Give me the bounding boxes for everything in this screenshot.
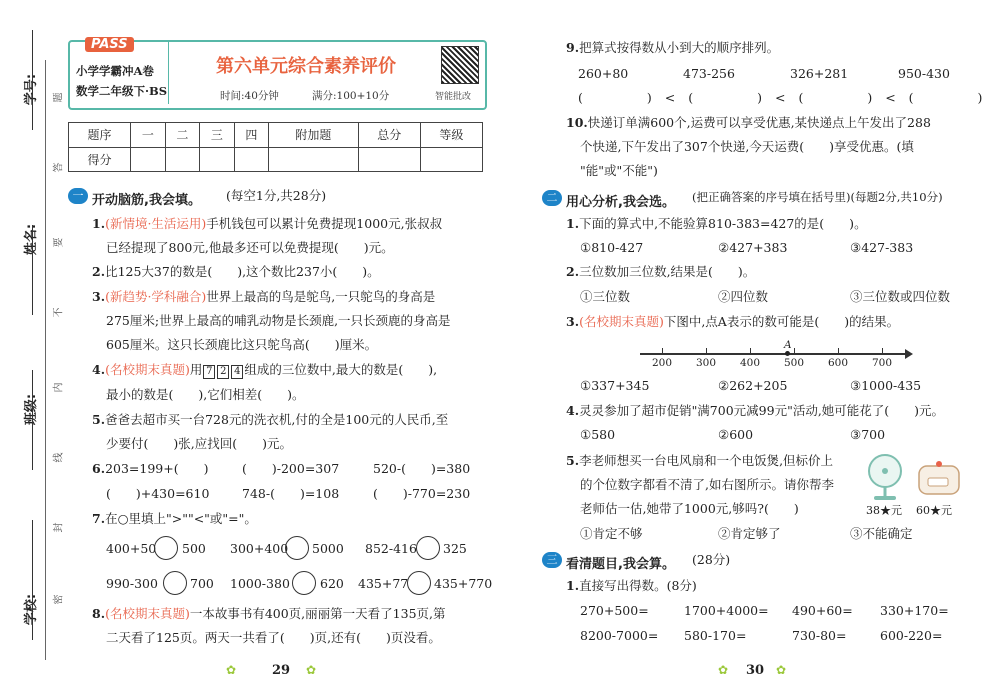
option[interactable]: ①肯定不够 [580, 526, 643, 541]
question-text: 老师估一估,她带了1000元,够吗?( ) [580, 501, 799, 516]
question-text: 把算式按得数从小到大的顺序排列。 [579, 40, 780, 55]
tick-label: 200 [652, 357, 673, 369]
option[interactable]: ①580 [580, 427, 616, 442]
compare-left: 990-300 [106, 576, 158, 591]
option[interactable]: ①三位数 [580, 289, 631, 304]
question-4 [92, 364, 437, 379]
rice-cooker-icon [916, 458, 962, 498]
seal-char: 封 [53, 522, 65, 533]
tick-label: 300 [696, 357, 717, 369]
equation: ( )-200=307 [242, 461, 340, 476]
compare-right: 620 [320, 576, 344, 591]
expression: 326+281 [790, 66, 849, 81]
leaf-icon: ✿ [718, 663, 729, 677]
score-cell[interactable] [200, 147, 235, 172]
question-text: 二天看了125页。两天一共看了( )页,还有( )页没看。 [106, 630, 441, 645]
seal-char: 不 [53, 307, 65, 318]
question-text: 275厘米;世界上最高的哺乳动物是长颈鹿,一只长颈鹿的身高是 [106, 313, 451, 328]
table-header-cell: 题序 [69, 123, 131, 148]
leaf-icon: ✿ [226, 663, 237, 677]
question-text: 世界上最高的鸟是鸵鸟,一只鸵鸟的身高是 [206, 289, 436, 304]
calc-item[interactable]: 270+500= [580, 603, 649, 618]
question-tag: (名校期末真题) [579, 314, 664, 329]
question-3 [92, 291, 435, 304]
question-tag: (新情境·生活运用) [105, 216, 207, 231]
number-line-tick [750, 348, 751, 355]
tick-label: 500 [784, 357, 805, 369]
question-6 [92, 463, 208, 476]
option[interactable]: ③不能确定 [850, 526, 913, 541]
series-name: 小学学霸冲A卷 [76, 64, 154, 78]
compare-right: 435+770 [434, 576, 493, 591]
question-8 [92, 608, 446, 621]
compare-circle[interactable] [154, 536, 178, 560]
number-line-tick [706, 348, 707, 355]
choice-question-2 [566, 266, 755, 279]
number-line-tick [882, 348, 883, 355]
id-underline [32, 30, 33, 130]
question-number: 2. [566, 264, 580, 279]
leaf-icon: ✿ [306, 663, 317, 677]
name-label: 姓名: [24, 223, 40, 256]
question-number: 8. [92, 606, 106, 621]
table-header-cell: 总分 [358, 123, 420, 148]
digit-card: 2 [217, 365, 229, 379]
question-text: 直接写出得数。(8分) [579, 578, 697, 593]
question-number: 10. [566, 115, 588, 130]
compare-left: 1000-380 [230, 576, 290, 591]
calc-item[interactable]: 600-220= [880, 628, 943, 643]
question-text: 李老师想买一台电风扇和一个电饭煲,但标价上 [579, 453, 834, 468]
compare-right: 500 [182, 541, 206, 556]
class-underline [32, 370, 33, 470]
full-score: 满分:100+10分 [312, 90, 390, 102]
question-text: 灵灵参加了超市促销"满700元减99元"活动,她可能花了( )元。 [579, 403, 945, 418]
question-text: 一本故事书有400页,丽丽第一天看了135页,第 [189, 606, 446, 621]
question-number: 4. [92, 362, 106, 377]
class-label: 班级: [24, 393, 40, 426]
choice-question-4 [566, 405, 944, 418]
question-text: 手机钱包可以累计免费提现1000元,张叔叔 [206, 216, 443, 231]
calc-item[interactable]: 8200-7000= [580, 628, 659, 643]
question-7 [92, 513, 257, 526]
question-text: 的个位数字都看不清了,如右图所示。请你帮李 [580, 477, 834, 492]
question-9 [566, 42, 779, 55]
question-text: 个快递,下午发出了307个快递,今天运费( )享受优惠。(填 [580, 139, 914, 154]
compare-left: 300+400 [230, 541, 289, 556]
question-text: 三位数加三位数,结果是( )。 [579, 264, 756, 279]
table-header-cell: 等级 [420, 123, 482, 148]
choice-question-1 [566, 218, 867, 231]
equation: 748-( )=108 [242, 486, 340, 501]
section-number: 二 [542, 190, 562, 206]
compare-right: 700 [190, 576, 214, 591]
digit-card: 4 [231, 365, 243, 379]
tick-label: 600 [828, 357, 849, 369]
qr-caption: 智能批改 [435, 92, 472, 102]
compare-circle[interactable] [163, 571, 187, 595]
question-text: 快递订单满600个,运费可以享受优惠,某快递点上午发出了288 [587, 115, 931, 130]
equation: 520-( )=380 [373, 461, 471, 476]
seal-char: 线 [53, 452, 65, 463]
option[interactable]: ②四位数 [718, 289, 769, 304]
leaf-icon: ✿ [776, 663, 787, 677]
electric-fan-icon [862, 452, 908, 502]
digit-card: 7 [203, 365, 215, 379]
seal-char: 内 [53, 382, 65, 393]
cooker-price: 60★元 [916, 504, 952, 517]
section-number: 一 [68, 188, 88, 204]
qr-code[interactable] [441, 46, 479, 84]
binding-line [45, 60, 46, 660]
number-line-tick [838, 348, 839, 355]
id-label: 学号: [24, 73, 40, 106]
table-header-cell: 附加题 [269, 123, 359, 148]
name-underline [32, 225, 33, 315]
page-title: 第六单元综合素养评价 [216, 56, 396, 77]
question-text: 组成的三位数中,最大的数是( ), [244, 362, 438, 377]
option[interactable]: ①810-427 [580, 240, 644, 255]
seal-char: 密 [53, 594, 65, 605]
brand-logo: PASS [85, 37, 134, 52]
question-text: 少要付( )张,应找回( )元。 [106, 436, 292, 451]
question-number: 5. [92, 412, 106, 427]
option[interactable]: ②262+205 [718, 378, 788, 393]
calc-item[interactable]: 1700+4000= [684, 603, 769, 618]
calc-item[interactable]: 580-170= [684, 628, 747, 643]
number-line-tick [662, 348, 663, 355]
table-header-cell: 一 [131, 123, 166, 148]
table-row-label: 得分 [69, 147, 131, 172]
compare-left: 400+50 [106, 541, 157, 556]
score-cell[interactable] [358, 147, 420, 172]
choice-question-5 [566, 455, 833, 468]
equation: ( )+430=610 [106, 486, 210, 501]
compare-circle[interactable] [416, 536, 440, 560]
calc-item[interactable]: 730-80= [792, 628, 847, 643]
option[interactable]: ②427+383 [718, 240, 788, 255]
question-number: 2. [92, 264, 106, 279]
question-text: 下图中,点A表示的数可能是( )的结果。 [663, 314, 900, 329]
compare-right: 325 [443, 541, 467, 556]
option[interactable]: ③三位数或四位数 [850, 289, 951, 304]
expression: 260+80 [578, 66, 629, 81]
subject-name: 数学二年级下·BS [76, 84, 168, 98]
score-cell[interactable] [420, 147, 482, 172]
calc-item[interactable]: 490+60= [792, 603, 853, 618]
question-2 [92, 266, 380, 279]
section-note: (把正确答案的序号填在括号里)(每题2分,共10分) [692, 190, 943, 204]
point-a-dot [785, 351, 790, 356]
option[interactable]: ②600 [718, 427, 754, 442]
option[interactable]: ②肯定够了 [718, 526, 781, 541]
question-number: 1. [566, 216, 580, 231]
school-underline [32, 520, 33, 640]
point-a-label: A [784, 339, 792, 351]
option[interactable]: ③700 [850, 427, 886, 442]
question-text: 用 [189, 362, 203, 377]
question-number: 6. [92, 461, 106, 476]
calc-question-1 [566, 580, 697, 593]
option[interactable]: ③1000-435 [850, 378, 922, 393]
section-note: (每空1分,共28分) [226, 188, 327, 203]
number-line-arrow [905, 349, 913, 359]
question-text: 爸爸去超市买一台728元的洗衣机,付的全是100元的人民币,至 [105, 412, 449, 427]
score-cell[interactable] [234, 147, 269, 172]
section-title: 用心分析,我会选。 [566, 195, 675, 210]
number-line [640, 353, 910, 355]
compare-circle[interactable] [407, 571, 431, 595]
binding-strip [0, 0, 70, 696]
question-text: 已经提现了800元,他最多还可以免费提现( )元。 [106, 240, 394, 255]
question-tag: (新趋势·学科融合) [105, 289, 207, 304]
equation: ( )-770=230 [373, 486, 471, 501]
question-1 [92, 218, 442, 231]
question-number: 3. [566, 314, 580, 329]
calc-item[interactable]: 330+170= [880, 603, 949, 618]
section-note: (28分) [692, 552, 731, 567]
question-number: 7. [92, 511, 106, 526]
compare-circle[interactable] [285, 536, 309, 560]
score-table [68, 122, 483, 172]
time-limit: 时间:40分钟 [220, 90, 279, 102]
question-text: 比125大37的数是( ),这个数比237小( )。 [105, 264, 380, 279]
choice-question-3 [566, 316, 899, 329]
compare-left: 852-416 [365, 541, 417, 556]
table-header-cell: 四 [234, 123, 269, 148]
question-number: 5. [566, 453, 580, 468]
seal-char: 要 [53, 237, 65, 248]
page-number: 29 [272, 663, 291, 678]
question-text: 605厘米。这只长颈鹿比这只鸵鸟高( )厘米。 [106, 337, 378, 352]
compare-circle[interactable] [292, 571, 316, 595]
section-title: 看清题目,我会算。 [566, 557, 675, 572]
school-label: 学校: [24, 593, 40, 626]
equation: 203=199+( ) [105, 461, 209, 476]
expression: 473-256 [683, 66, 735, 81]
section-number: 三 [542, 552, 562, 568]
number-line-tick [794, 348, 795, 355]
question-tag: (名校期末真题) [105, 362, 190, 377]
compare-left: 435+77 [358, 576, 409, 591]
question-text: 在○里填上">""<"或"="。 [105, 511, 257, 526]
fan-price: 38★元 [866, 504, 902, 517]
tick-label: 700 [872, 357, 893, 369]
page-number: 30 [746, 663, 765, 678]
table-header-cell: 三 [200, 123, 235, 148]
section-title: 开动脑筋,我会填。 [92, 193, 201, 208]
seal-char: 答 [53, 162, 65, 173]
question-10 [566, 117, 931, 130]
question-tag: (名校期末真题) [105, 606, 190, 621]
tick-label: 400 [740, 357, 761, 369]
seal-char: 题 [53, 92, 65, 103]
question-text: 下面的算式中,不能验算810-383=427的是( )。 [579, 216, 867, 231]
question-text: 最小的数是( ),它们相差( )。 [106, 387, 305, 402]
question-number: 3. [92, 289, 106, 304]
score-cell[interactable] [131, 147, 166, 172]
option[interactable]: ①337+345 [580, 378, 650, 393]
question-number: 9. [566, 40, 580, 55]
expression: 950-430 [898, 66, 950, 81]
compare-right: 5000 [312, 541, 344, 556]
question-text: "能"或"不能") [580, 163, 658, 178]
question-number: 4. [566, 403, 580, 418]
option[interactable]: ③427-383 [850, 240, 914, 255]
order-blanks[interactable]: ( )<( )<( )<( ) [578, 90, 996, 105]
header-divider [168, 42, 169, 104]
question-number: 1. [92, 216, 106, 231]
score-cell[interactable] [165, 147, 200, 172]
question-5 [92, 414, 448, 427]
score-cell[interactable] [269, 147, 359, 172]
table-header-cell: 二 [165, 123, 200, 148]
question-number: 1. [566, 578, 580, 593]
